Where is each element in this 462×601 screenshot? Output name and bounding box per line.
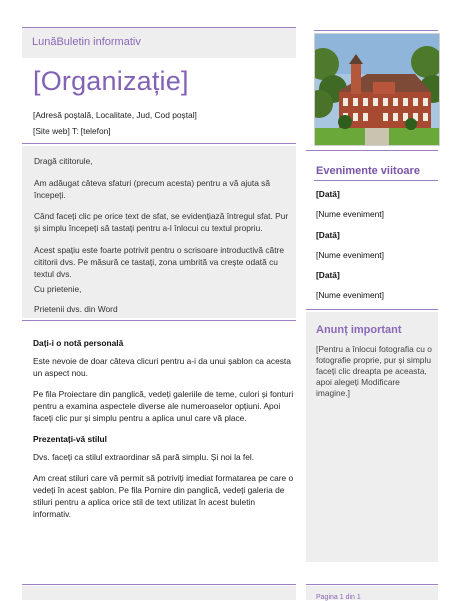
organization-name[interactable]: [Organizație]	[33, 66, 189, 96]
organization-contact[interactable]: [Site web] T: [telefon]	[33, 126, 111, 136]
event-name[interactable]: [Nume eveniment]	[316, 250, 384, 260]
important-text[interactable]: [Pentru a înlocui fotografia cu o fotografie proprie, pur și simplu faceți clic dreapta pe aceasta, apoi alegeți Modificare imagine.]	[316, 344, 432, 398]
important-announcement	[306, 312, 438, 562]
article-heading[interactable]: Prezentați-vă stilul	[33, 434, 108, 444]
intro-letter	[22, 146, 296, 318]
letter-paragraph[interactable]: Când faceți clic pe orice text de sfat, se evidențiază întregul sfat. Pur și simplu începeți să tastați pentru a-l înlocui cu textul propriu.	[34, 211, 289, 233]
newsletter-title[interactable]: LunăBuletin informativ	[32, 36, 141, 48]
school-building-photo[interactable]	[314, 33, 440, 146]
event-date[interactable]: [Dată]	[316, 189, 340, 199]
footer-left	[22, 586, 296, 600]
letter-top-rule	[22, 143, 296, 144]
photo-top-rule	[314, 30, 438, 31]
footer-left-rule	[22, 584, 296, 585]
events-title[interactable]: Evenimente viitoare	[316, 165, 420, 177]
school-building-image	[315, 34, 439, 145]
page-number: Pagina 1 din 1	[316, 594, 361, 601]
letter-closing[interactable]: Cu prietenie,	[34, 284, 82, 294]
letter-paragraph[interactable]: Am adăugat câteva sfaturi (precum acesta) pentru a vă ajuta să începeți.	[34, 178, 271, 200]
event-name[interactable]: [Nume eveniment]	[316, 290, 384, 300]
event-date[interactable]: [Dată]	[316, 230, 340, 240]
article-paragraph[interactable]: Dvs. faceți ca stilul extraordinar să pară simplu. Și noi la fel.	[33, 452, 255, 462]
article-paragraph[interactable]: Pe fila Proiectare din panglică, vedeți galeriile de teme, culori și fonturi pentru a examina aspectele diverse ale numeroaselor opțiuni. Apoi faceți clic pur și simplu pentru a aplica unul care vă place.	[33, 389, 294, 423]
article-top-rule	[22, 320, 296, 321]
footer-right-rule	[306, 584, 438, 585]
organization-address-block	[33, 107, 197, 139]
footer-right	[306, 586, 438, 600]
article-paragraph[interactable]: Este nevoie de doar câteva clicuri pentru a-i da unui șablon ca acesta un aspect nou.	[33, 356, 291, 378]
article-paragraph[interactable]: Am creat stiluri care vă permit să potriviți imediat formatarea pe care o vedeți în acest șablon. Pe fila Pornire din panglică, vedeți galeria de stiluri pentru a aplica orice stil de text utilizat în acest buletin informativ.	[33, 473, 294, 519]
organization-address[interactable]: [Adresă poștală, Localitate, Jud, Cod poștal]	[33, 110, 197, 120]
article-heading[interactable]: Dați-i o notă personală	[33, 338, 124, 348]
letter-greeting[interactable]: Dragă cititorule,	[34, 156, 93, 166]
newsletter-header	[22, 28, 296, 58]
letter-signature[interactable]: Prietenii dvs. din Word	[34, 304, 118, 314]
event-date[interactable]: [Dată]	[316, 270, 340, 280]
events-title-rule	[314, 180, 438, 181]
important-title[interactable]: Anunț important	[316, 324, 402, 336]
letter-paragraph[interactable]: Acest spațiu este foarte potrivit pentru o scrisoare introductivă către cititorii dvs. Pe măsură ce tastați, zona umbrită va crește odată cu textul dvs.	[34, 245, 284, 279]
events-top-rule	[306, 150, 438, 151]
important-top-rule	[306, 309, 438, 310]
event-name[interactable]: [Nume eveniment]	[316, 209, 384, 219]
